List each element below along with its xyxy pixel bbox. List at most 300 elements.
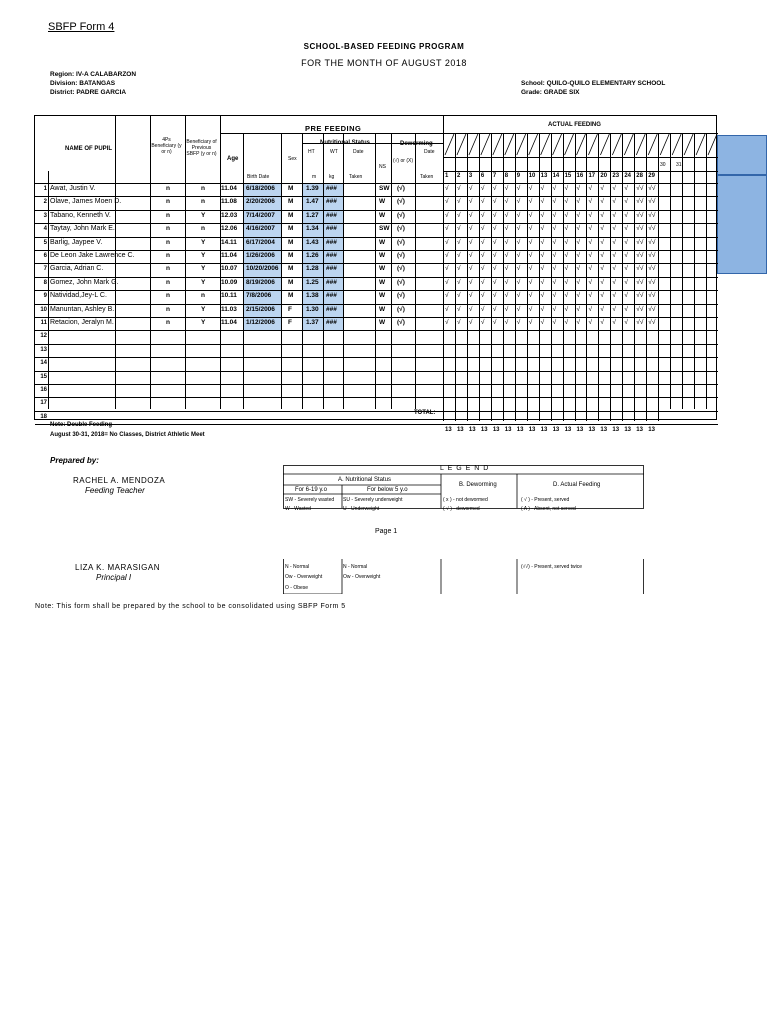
feeding-check: √ [600,305,604,313]
feeding-check: √ [624,319,628,326]
pupil-height: 1.47 [306,198,319,206]
pupil-name: Tabano, Kenneth V. [50,211,111,219]
feeding-check: √ [445,305,449,313]
grid-line [443,116,444,421]
pupil-weight: ### [326,225,337,233]
legend-feeding-title: D. Actual Feeding [553,482,601,488]
feeding-check: √ [516,225,521,233]
pupil-number: 3 [43,212,47,219]
feeding-check: √ [612,305,616,313]
pupil-height: 1.25 [306,278,319,286]
row-number: 13 [40,346,47,353]
legend-w: W - Wasted [285,506,311,512]
day-diagonal [624,134,633,155]
feeding-check: √√ [648,238,656,246]
feeding-check: √ [528,225,533,233]
feeding-check: √ [612,238,616,246]
pupil-sex: M [288,225,294,233]
feeding-check: √ [564,225,569,233]
feeding-check: √ [456,225,461,233]
feeding-check: √ [540,319,545,326]
feeding-check: √ [624,305,628,313]
feeding-check: √ [540,265,545,273]
feeding-check: √√ [648,211,656,219]
feeding-check: √√ [636,211,644,219]
feeding-check: √ [588,252,593,259]
feeding-check: √ [492,252,497,259]
feeding-check: √ [528,252,533,259]
feeding-check: √ [564,211,569,219]
row-number: 14 [40,360,47,367]
pupil-weight: ### [326,211,337,219]
feeding-check: √ [612,319,616,326]
feeding-check: √ [504,319,509,326]
feeding-check: √ [624,238,628,246]
pupil-name: Gomez, John Mark G. [50,278,119,286]
pupil-sex: F [288,319,292,326]
form-title: SBFP Form 4 [48,21,115,33]
feeding-check: √ [480,225,485,233]
pupil-deworming: (√) [397,198,405,206]
day-diagonal [541,134,550,155]
pupil-birth-date: 10/20/2006 [246,265,279,273]
pupil-height: 1.43 [306,238,319,246]
day-diagonal [469,134,478,155]
pupil-birth-date: 6/18/2006 [246,185,275,192]
legend-normal-2: N - Normal [343,564,368,570]
taken-header: Taken [349,174,363,180]
legend-below-5: For below 5 y.o [367,487,408,493]
feeding-check: √ [612,252,616,259]
feeding-check: √ [624,265,628,273]
side-panel-bottom [717,175,767,274]
day-31-header: 31 [676,162,682,168]
row-line [35,330,718,331]
pupil-prev-sbfp: Y [201,319,206,326]
grid-line [670,133,671,409]
pupil-weight: ### [326,305,337,313]
feeding-check: √ [468,211,473,219]
pupil-4ps: n [166,198,170,206]
feeding-check: √ [564,305,569,313]
name-header: NAME OF PUPIL [65,146,113,152]
header-divider [302,143,443,144]
feeding-check: √ [552,225,557,233]
total-value: 13 [636,426,643,433]
grid-line [682,133,683,409]
day-number-10: 10 [528,173,536,179]
pupil-number: 5 [43,239,47,246]
month-title: FOR THE MONTH OF AUGUST 2018 [301,58,467,68]
pupil-name: De Leon Jake Lawrence C. [50,252,135,259]
pupil-ns: SW [379,185,390,192]
feeding-check: √ [540,252,545,259]
ns-header: NS [379,164,386,170]
feeding-check: √ [480,278,485,286]
pupil-deworming: (√) [397,211,405,219]
feeding-check: √√ [636,198,644,206]
m-header: m [312,174,317,180]
legend-title: L E G E N D [440,465,490,472]
day-diagonal [684,134,693,155]
row-line [35,344,718,345]
pupil-ns: W [379,252,386,259]
feeding-check: √ [456,211,461,219]
feeding-check: √ [552,238,557,246]
feeding-check: √ [492,198,497,206]
footer-note: Note: This form shall be prepared by the school to be consolidated using SBFP Form 5 [35,603,346,610]
feeding-check: √ [624,185,628,192]
feeding-check: √ [540,238,545,246]
grade-label: Grade: GRADE SIX [521,89,580,96]
principal-name: LIZA K. MARASIGAN [75,563,160,572]
total-value: 13 [445,426,452,433]
feeding-check: √ [588,238,593,246]
feeding-check: √ [588,211,593,219]
pupil-ns: W [379,211,386,219]
day-number-7: 7 [492,173,497,179]
day-diagonal [696,134,705,155]
note-no-classes: August 30-31, 2018= No Classes, District Athletic Meet [50,432,205,438]
feeding-check: √ [576,198,581,206]
feeding-check: √ [600,319,604,326]
feeding-check: √ [528,211,533,219]
fourps-header: 4Ps Beneficiary (y or n) [151,137,182,155]
feeding-check: √ [516,319,521,326]
feeding-check: √ [588,319,593,326]
pupil-4ps: n [166,278,170,286]
legend-nutri-title: A. Nutritional Status [338,477,392,483]
pupil-sex: M [288,185,294,192]
feeding-check: √ [492,292,497,300]
prev-sbfp-header: Beneficiary of Previous SBFP (y or n) [186,139,217,157]
pupil-deworming: (√) [397,305,405,313]
day-diagonal [529,134,538,155]
total-value: 13 [564,426,572,433]
feeding-check: √ [492,278,497,286]
feeding-check: √ [624,252,628,259]
actual-feeding-header: ACTUAL FEEDING [548,122,601,128]
feeding-check: √ [564,265,569,273]
pupil-ns: SW [379,225,390,233]
pupil-sex: M [288,238,294,246]
feeding-check: √√ [636,252,644,259]
pupil-prev-sbfp: n [201,225,205,233]
legend-su: SU - Severely underweight [343,497,403,503]
feeding-check: √ [480,252,485,259]
feeding-check: √ [445,238,449,246]
legend-served-twice: (√√) - Present, served twice [521,564,583,570]
feeding-check: √ [492,211,497,219]
pupil-number: 6 [43,253,47,259]
feeding-check: √ [612,265,616,273]
dw-mark-header: (√) or (X) [393,158,413,164]
day-diagonal [577,134,586,155]
pupil-weight: ### [326,185,337,192]
feeding-check: √ [504,292,509,300]
pupil-height: 1.38 [306,292,319,300]
legend-6-19: For 6-19 y.o [295,487,327,493]
feeding-check: √ [528,278,533,286]
feeding-check: √ [456,238,461,246]
pupil-4ps: n [166,319,170,326]
feeding-check: √ [456,305,461,313]
pupil-weight: ### [326,265,337,273]
feeding-check: √√ [648,185,656,192]
legend-deworming-title: B. Deworming [459,482,497,488]
feeding-check: √ [588,185,593,192]
feeding-check: √ [576,305,581,313]
pupil-ns: W [379,305,386,313]
pupil-ns: W [379,278,386,286]
legend-obese: O - Obese [285,585,309,591]
legend-dewormed: ( √ ) - dewormed [443,506,480,512]
row-line [35,384,718,385]
total-value: 13 [588,426,596,433]
pupil-birth-date: 2/20/2006 [246,198,275,206]
pupil-birth-date: 4/16/2007 [246,225,275,233]
principal-role: Principal I [96,573,132,582]
feeding-check: √ [588,265,593,273]
pupil-weight: ### [326,278,337,286]
grid-line [343,133,344,409]
day-diagonal [612,134,621,155]
feeding-check: √ [576,211,581,219]
day-number-28: 28 [636,173,643,179]
total-value: 13 [456,426,464,433]
total-label: TOTAL: [414,410,436,416]
feeding-check: √ [624,278,628,286]
program-title: SCHOOL-BASED FEEDING PROGRAM [303,42,465,51]
teacher-name: RACHEL A. MENDOZA [73,476,166,485]
teacher-role: Feeding Teacher [85,486,145,495]
feeding-check: √ [516,252,521,259]
feeding-check: √ [624,292,628,300]
feeding-check: √ [468,319,473,326]
day-number-29: 29 [648,173,655,179]
feeding-check: √ [516,185,521,192]
total-value: 13 [648,426,655,433]
pupil-4ps: n [166,265,170,273]
feeding-check: √ [576,278,581,286]
day-number-15: 15 [564,173,572,179]
day-number-23: 23 [612,173,620,179]
total-value: 13 [540,426,548,433]
pupil-number: 8 [43,279,47,286]
grid-line [706,133,707,409]
day-number-24: 24 [624,173,632,179]
pupil-prev-sbfp: Y [201,211,206,219]
pupil-number: 9 [43,293,47,300]
pupil-birth-date: 7/14/2007 [246,211,275,219]
pupil-birth-date: 1/12/2006 [246,319,275,326]
feeding-check: √ [492,265,497,273]
pupil-height: 1.28 [306,265,319,273]
legend-present: ( √ ) - Present, served [521,497,570,503]
feeding-check: √ [564,185,569,192]
pupil-sex: M [288,252,294,259]
pupil-name: Manuntan, Ashley B. [50,305,115,313]
ht-header: HT [308,149,315,155]
total-value: 13 [468,426,476,433]
feeding-check: √ [492,305,497,313]
pupil-birth-date: 7/8/2006 [246,292,272,300]
day-30-header: 30 [660,162,666,168]
day-number-8: 8 [504,173,509,179]
day-number-1: 1 [445,173,449,179]
pupil-age: 10.07 [221,265,238,273]
feeding-check: √ [456,319,461,326]
feeding-check: √ [624,211,628,219]
feeding-check: √ [468,225,473,233]
legend-overweight-1: Ow - Overweight [285,574,323,580]
feeding-check: √ [468,292,473,300]
pupil-4ps: n [166,292,170,300]
pupil-ns: W [379,292,386,300]
pupil-age: 12.03 [221,211,238,219]
school-label: School: QUILO-QUILO ELEMENTARY SCHOOL [521,80,666,87]
feeding-check: √ [445,252,449,259]
day-diagonal [481,134,490,155]
feeding-check: √√ [648,198,656,206]
day-number-13: 13 [540,173,548,179]
feeding-check: √ [516,265,521,273]
pupil-prev-sbfp: Y [201,278,206,286]
total-value: 13 [504,426,512,433]
feeding-check: √ [492,225,497,233]
feeding-check: √ [528,185,533,192]
feeding-check: √ [528,238,533,246]
pupil-number: 10 [40,306,47,313]
pupil-4ps: n [166,238,170,246]
day-number-6: 6 [480,173,485,179]
feeding-check: √ [588,198,593,206]
feeding-check: √ [600,198,604,206]
pupil-prev-sbfp: Y [201,265,206,273]
feeding-check: √ [612,278,616,286]
pupil-deworming: (√) [397,225,405,233]
feeding-check: √√ [636,238,644,246]
note-double-feeding: Note: Double Feeding [50,422,112,428]
birth-header: Birth Date [247,174,270,180]
pupil-birth-date: 2/15/2006 [246,305,275,313]
feeding-check: √√ [648,278,656,286]
feeding-check: √ [492,238,497,246]
grid-line [323,133,324,409]
pupil-name: Natividad,Jey-L C. [50,292,107,300]
feeding-check: √ [612,185,616,192]
row-number: 18 [40,413,47,420]
pupil-ns: W [379,265,386,273]
day-number-20: 20 [600,173,608,179]
grid-line [302,133,303,409]
grid-line [281,133,282,409]
district-label: District: PADRE GARCIA [50,89,127,96]
feeding-check: √ [600,292,604,300]
legend-normal-1: N - Normal [285,564,310,570]
feeding-check: √ [612,198,616,206]
total-value: 13 [600,426,608,433]
pupil-deworming: (√) [397,265,405,273]
feeding-check: √√ [636,305,644,313]
feeding-check: √ [576,252,581,259]
feeding-check: √ [552,252,557,259]
pupil-name: Taytay, John Mark E. [50,225,115,233]
day-number-3: 3 [468,173,473,179]
row-line [35,397,718,398]
pupil-weight: ### [326,238,337,246]
feeding-check: √ [552,185,557,192]
pupil-sex: M [288,265,294,273]
pupil-sex: M [288,278,294,286]
pupil-age: 11.03 [221,305,237,313]
feeding-check: √√ [636,225,644,233]
feeding-check: √ [480,238,485,246]
pupil-number: 2 [43,199,47,206]
grid-line [391,133,392,409]
pupil-prev-sbfp: Y [201,252,206,259]
feeding-check: √ [528,292,533,300]
grid-line [415,133,416,409]
feeding-check: √ [552,292,557,300]
feeding-check: √ [600,278,604,286]
row-number: 15 [40,373,47,380]
pupil-height: 1.27 [306,211,319,219]
row-number: 12 [40,333,47,340]
feeding-check: √ [624,225,628,233]
feeding-check: √ [480,211,485,219]
feeding-check: √ [504,305,509,313]
feeding-check: √ [552,198,557,206]
deworming-header: Deworming [400,141,433,147]
feeding-check: √ [504,185,509,192]
feeding-check: √ [445,278,449,286]
feeding-check: √ [516,198,521,206]
pupil-birth-date: 1/26/2006 [246,252,275,259]
pupil-name: Barlig, Jaypee V. [50,238,103,246]
feeding-check: √√ [636,278,644,286]
legend-absent: ( A ) - Absent, not served [521,506,576,512]
feeding-check: √√ [648,305,656,313]
feeding-check: √ [576,292,581,300]
total-value: 13 [480,426,488,433]
feeding-check: √ [516,292,521,300]
side-panel-top [717,135,767,175]
feeding-check: √ [564,198,569,206]
legend-sw: SW - Severely wasted [285,497,335,503]
pupil-name: Olave, James Moen D. [50,198,122,206]
wt-header: WT [330,149,338,155]
feeding-check: √ [588,278,593,286]
feeding-check: √ [468,185,473,192]
pupil-sex: M [288,211,294,219]
feeding-check: √ [552,278,557,286]
feeding-check: √ [576,225,581,233]
feeding-check: √ [600,252,604,259]
day-number-2: 2 [456,173,461,179]
feeding-check: √√ [636,319,644,326]
day-diagonal [648,134,657,155]
feeding-check: √ [468,198,473,206]
feeding-check: √ [552,211,557,219]
pupil-height: 1.30 [306,305,319,313]
grid-line [375,133,376,409]
feeding-check: √ [480,265,485,273]
total-value: 13 [552,426,560,433]
pupil-deworming: (√) [397,278,405,286]
row-line [35,371,718,372]
page-number: Page 1 [375,528,398,535]
